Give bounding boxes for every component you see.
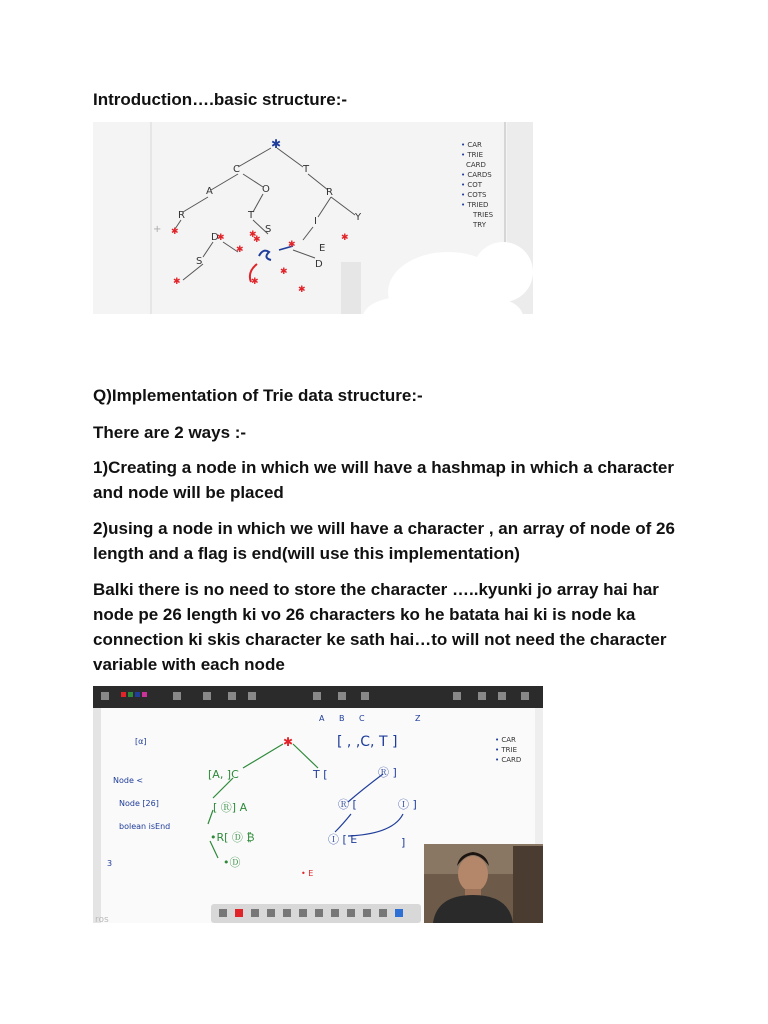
svg-text:E: E: [319, 243, 326, 254]
presenter-webcam: [424, 844, 543, 923]
trie-implementation-screenshot: [93, 686, 543, 923]
svg-text:+: +: [153, 224, 162, 235]
svg-text:S: S: [196, 256, 203, 267]
svg-text:T: T: [248, 210, 255, 221]
svg-text:• CARD: • CARD: [495, 756, 522, 764]
svg-text:[ , ,C, T ]: [ , ,C, T ]: [337, 734, 398, 750]
svg-text:✱: ✱: [298, 285, 306, 295]
svg-text:✱: ✱: [280, 267, 288, 277]
svg-text:3: 3: [107, 859, 113, 868]
svg-text:• CARDS: • CARDS: [461, 171, 492, 179]
svg-text:Node [26]: Node [26]: [119, 799, 159, 808]
svg-text:T: T: [303, 164, 310, 175]
svg-text:T [: T [: [313, 768, 328, 781]
svg-text:✱: ✱: [341, 233, 349, 243]
svg-text:Ⓘ ]: Ⓘ ]: [398, 798, 417, 811]
svg-text:C: C: [359, 714, 365, 723]
way-1-text: 1)Creating a node in which we will have a hashmap in which a character and node will be placed: [93, 458, 674, 502]
svg-text:B: B: [339, 714, 345, 723]
svg-text:• COT: • COT: [461, 181, 483, 189]
svg-text:• CAR: • CAR: [495, 736, 516, 744]
svg-text:O: O: [262, 184, 270, 195]
svg-text:R: R: [326, 187, 333, 198]
svg-text:I: I: [314, 216, 317, 227]
trie-structure-sketch: [93, 122, 533, 337]
svg-text:Node <: Node <: [113, 776, 144, 785]
svg-text:•Ⓓ: •Ⓓ: [223, 856, 241, 869]
svg-text:✱: ✱: [288, 240, 296, 250]
intro-heading: Introduction….basic structure:-: [93, 90, 348, 109]
svg-text:•R[ Ⓓ ₿: •R[ Ⓓ ₿: [210, 831, 255, 844]
svg-text:D: D: [315, 259, 323, 270]
svg-text:[ Ⓡ] A: [ Ⓡ] A: [213, 801, 248, 814]
svg-text:[A, ]C: [A, ]C: [208, 768, 239, 781]
svg-text:✱: ✱: [171, 227, 179, 237]
svg-text:• TRIED: • TRIED: [461, 201, 489, 209]
svg-text:ros: ros: [95, 915, 109, 923]
svg-text:S: S: [265, 224, 272, 235]
svg-text:Y: Y: [355, 212, 362, 223]
svg-text:A: A: [206, 186, 213, 197]
svg-text:bolean isEnd: bolean isEnd: [119, 822, 171, 831]
ways-intro: There are 2 ways :-: [93, 423, 247, 442]
svg-text:• TRIE: • TRIE: [495, 746, 517, 754]
svg-text:C: C: [233, 164, 240, 175]
svg-text:TRY: TRY: [473, 221, 486, 229]
svg-text:Ⓡ ]: Ⓡ ]: [378, 766, 397, 779]
svg-text:• E: • E: [301, 869, 314, 878]
svg-text:• CAR: • CAR: [461, 141, 482, 149]
svg-text:A: A: [319, 714, 325, 723]
svg-text:✱: ✱: [283, 735, 294, 749]
svg-text:Ⓡ [: Ⓡ [: [338, 798, 357, 811]
svg-text:✱: ✱: [251, 277, 259, 287]
svg-text:CARD: CARD: [466, 161, 486, 169]
svg-text:✱: ✱: [253, 235, 261, 245]
explanation-text: Balki there is no need to store the character …..kyunki jo array hai har node pe 26 length ki vo 26 characters ko he batata hai ki is node ka connection ki skis character ke sath hai…to will not need the character variable with each node: [93, 580, 667, 674]
svg-text:]: ]: [401, 836, 406, 849]
svg-text:R: R: [178, 210, 185, 221]
svg-text:✱: ✱: [249, 230, 257, 240]
svg-text:D: D: [211, 232, 219, 243]
svg-text:Z: Z: [415, 714, 421, 723]
svg-text:• TRIE: • TRIE: [461, 151, 483, 159]
svg-text:Ⓘ [ E: Ⓘ [ E: [328, 833, 358, 846]
svg-text:• COTS: • COTS: [461, 191, 487, 199]
svg-text:[α]: [α]: [135, 737, 147, 746]
svg-text:✱: ✱: [236, 245, 244, 255]
svg-text:✱: ✱: [217, 233, 225, 243]
svg-text:✱: ✱: [271, 137, 282, 151]
way-2-text: 2)using a node in which we will have a character , an array of node of 26 length and a flag is end(will use this implementation): [93, 519, 675, 563]
implementation-heading: Q)Implementation of Trie data structure:-: [93, 386, 423, 405]
svg-text:✱: ✱: [173, 277, 181, 287]
svg-text:TRIES: TRIES: [473, 211, 494, 219]
